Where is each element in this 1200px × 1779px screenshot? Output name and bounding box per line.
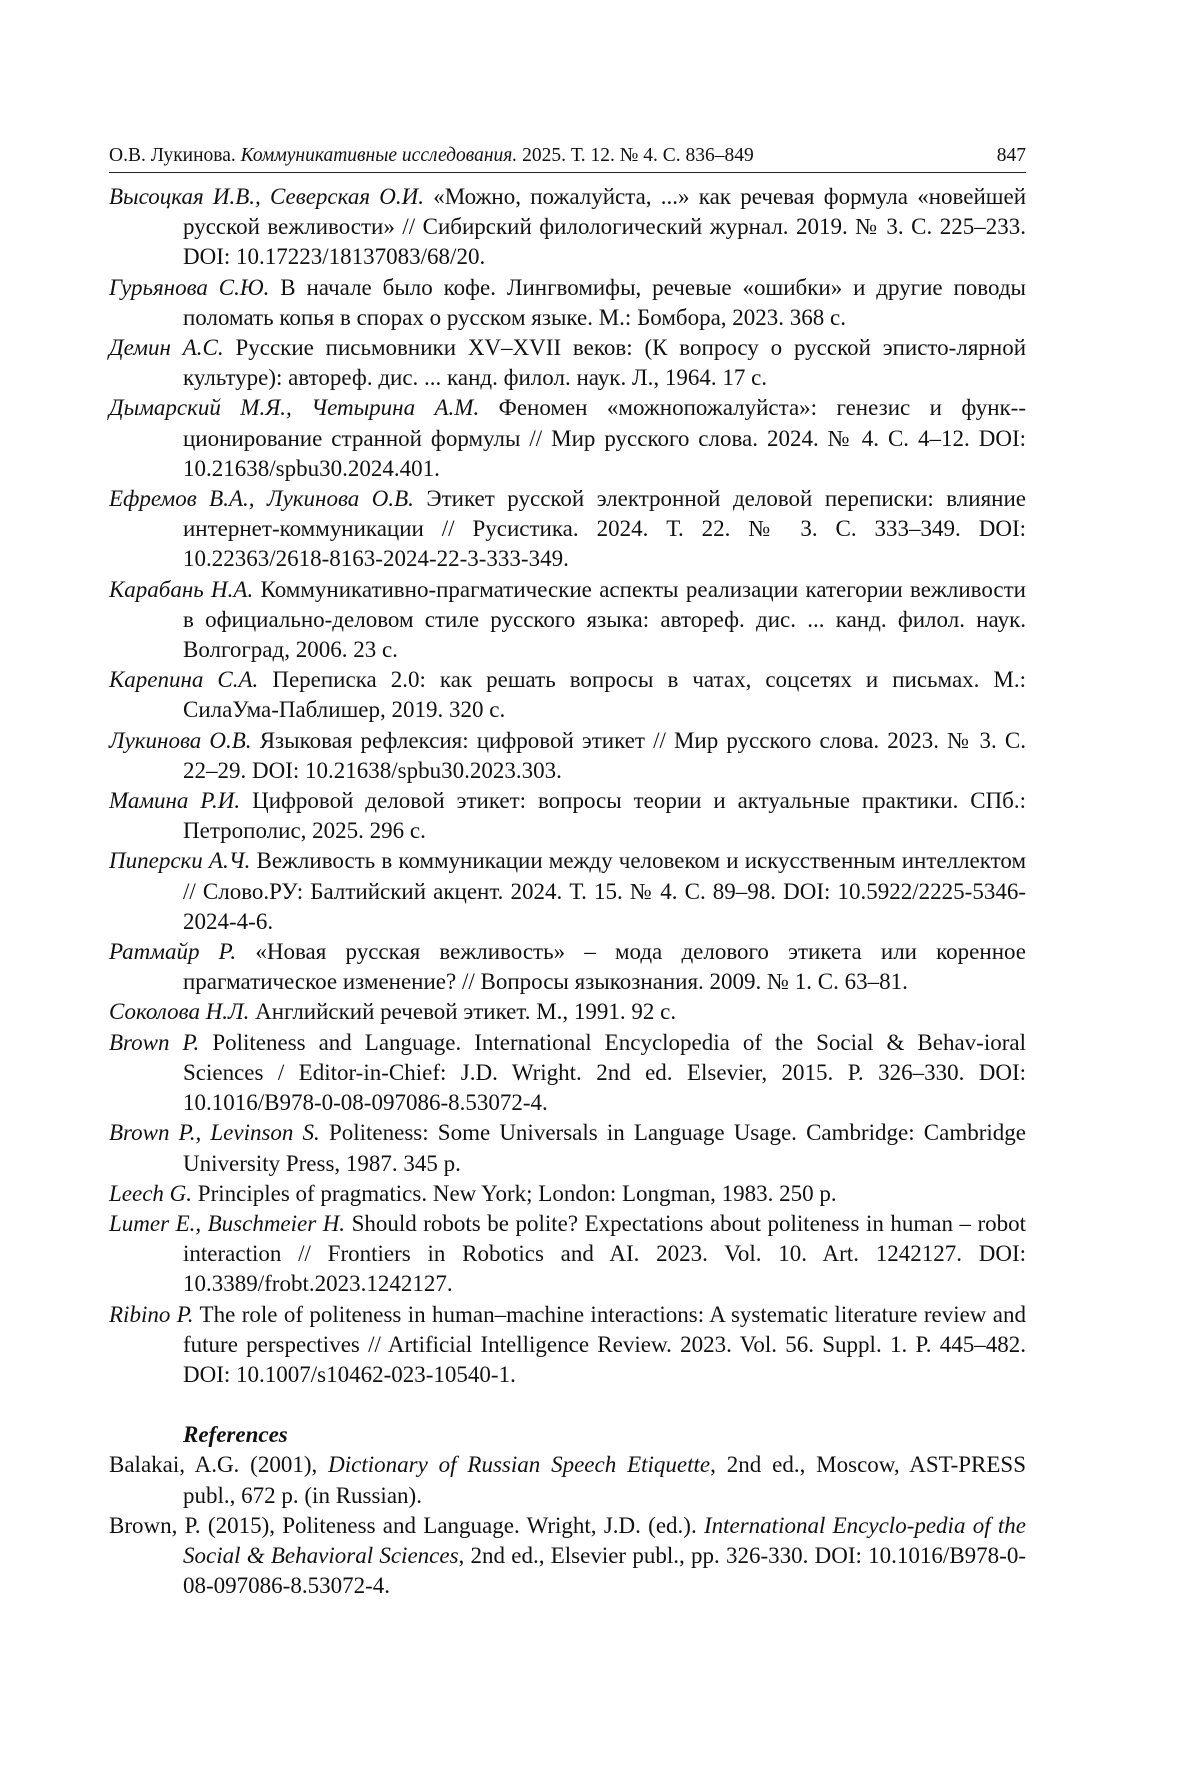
references-heading: References xyxy=(183,1422,288,1448)
ref-text: «Можно, пожалуйста, ...» как речевая формула «новейшей русской вежливости» // Сибирский филологический журнал. 2019. № 3. С. 225–233. DOI: 10.17223/18137083/68/20. xyxy=(183,184,1026,270)
reference-entry xyxy=(109,575,1026,666)
ref-text: Politeness: Some Universals in Language Usage. Cambridge: Cambridge University Press, 1987. 345 p. xyxy=(183,1120,1026,1176)
reference-entry xyxy=(109,393,1026,484)
reference-entry xyxy=(109,1450,1026,1510)
ref-text: The role of politeness in human–machine interactions: A systematic literature review and future perspectives // Artificial Intelligence Review. 2023. Vol. 56. Suppl. 1. P. 445–482. DOI: 10.1007/s10462-023-10540-1. xyxy=(183,1301,1026,1387)
reference-entry xyxy=(109,333,1026,393)
ref-text: Цифровой деловой этикет: вопросы теории и актуальные практики. СПб.: Петрополис, 2025. 296 с. xyxy=(183,788,1027,844)
ref-text: Этикет русской электронной деловой переписки: влияние интернет-коммуникации // Русистика. 2024. Т. 22. № 3. С. 333–349. DOI: 10.22363/2618-8163-2024-22-3-333-349. xyxy=(183,486,1026,572)
ref-author: Ribino P. xyxy=(109,1301,194,1327)
reference-entry xyxy=(109,786,1026,846)
reference-entry xyxy=(109,1179,1026,1209)
page-number: 847 xyxy=(996,145,1026,166)
ref-author: Ратмайр Р. xyxy=(109,939,237,965)
ref-author: Lumer E., Buschmeier H. xyxy=(109,1210,346,1236)
ref-text: Языковая рефлексия: цифровой этикет // Мир русского слова. 2023. № 3. С. 22–29. DOI: 10.21638/spbu30.2023.303. xyxy=(183,727,1026,783)
ref-author: Brown P., Levinson S. xyxy=(109,1120,320,1146)
running-header xyxy=(109,142,1026,173)
ref-author: Соколова Н.Л. xyxy=(109,999,250,1025)
ref-text: «Новая русская вежливость» – мода делового этикета или коренное прагматическое изменение? // Вопросы языкознания. 2009. № 1. С. 63–81. xyxy=(183,939,1026,995)
ref-text: В начале было кофе. Лингвомифы, речевые «ошибки» и другие поводы поломать копья в спорах о русском языке. М.: Бомбора, 2023. 368 с. xyxy=(183,274,1027,330)
reference-entry xyxy=(109,1209,1026,1300)
ref-post: , 2nd ed., Moscow, AST-PRESS publ., 672 p. (in Russian). xyxy=(183,1452,1027,1508)
reference-entry xyxy=(109,665,1026,725)
ref-author: Карепина С.А. xyxy=(109,667,259,693)
ref-text: Феномен «можнопожалуйста»: генезис и функ-ционирование странной формулы // Мир русского слова. 2024. № 4. С. 4–12. DOI: 10.21638/spbu30.2024.401. xyxy=(183,395,1027,481)
ref-text: Коммуникативно-прагматические аспекты реализации категории вежливости в официально-деловом стиле русского языка: автореф. дис. ... канд. филол. наук. Волгоград, 2006. 23 с. xyxy=(183,576,1026,663)
reference-list xyxy=(109,182,1026,1601)
ref-title: International Encyclo-pedia of the Social & Behavioral Sciences xyxy=(183,1512,1026,1568)
ref-author: Пиперски А.Ч. xyxy=(109,848,251,874)
ref-post: , 2nd ed., Elsevier publ., pp. 326-330. DOI: 10.1016/B978-0-08-097086-8.53072-4. xyxy=(183,1542,1026,1599)
ref-author: Гурьянова С.Ю. xyxy=(109,274,270,300)
reference-entry xyxy=(109,937,1026,997)
ref-text: Вежливость в коммуникации между человеком и искусственным интеллектом // Слово.РУ: Балтийский акцент. 2024. Т. 15. № 4. С. 89–98. DOI: 10.5922/2225-5346-2024-4-6. xyxy=(183,848,1027,934)
header-journal: Коммуникативные исследования. xyxy=(240,145,518,166)
reference-entry xyxy=(109,484,1026,575)
ref-author: Карабань Н.А. xyxy=(109,576,254,602)
reference-entry xyxy=(109,726,1026,786)
ref-title: Dictionary of Russian Speech Etiquette xyxy=(328,1452,711,1478)
reference-entry xyxy=(109,1028,1026,1119)
ref-text: Principles of pragmatics. New York; London: Longman, 1983. 250 p. xyxy=(197,1180,837,1206)
reference-entry xyxy=(109,273,1026,333)
ref-author: Высоцкая И.В., Северская О.И. xyxy=(109,184,424,209)
ref-author: Brown P. xyxy=(109,1029,200,1055)
ref-author: Лукинова О.В. xyxy=(109,727,252,753)
header-authors: О.В. Лукинова. xyxy=(109,145,236,166)
ref-author: Leech G. xyxy=(109,1180,193,1206)
ref-text: Should robots be polite? Expectations about politeness in human – robot interaction // Frontiers in Robotics and AI. 2023. Vol. 10. Art. 1242127. DOI: 10.3389/frobt.2023.1242127. xyxy=(183,1210,1027,1297)
ref-text: Русские письмовники XV–XVII веков: (К вопросу о русской эписто-лярной культуре): автореф. дис. ... канд. филол. наук. Л., 1964. 17 с. xyxy=(183,335,1027,391)
ref-pre: Balakai, A.G. (2001), xyxy=(109,1452,329,1478)
ref-author: Ефремов В.А., Лукинова О.В. xyxy=(109,486,414,512)
reference-entry xyxy=(109,1118,1026,1178)
header-details: 2025. Т. 12. № 4. С. 836–849 xyxy=(522,145,754,166)
ref-text: Английский речевой этикет. М., 1991. 92 с. xyxy=(255,999,677,1025)
header-citation xyxy=(109,142,754,170)
ref-text: Politeness and Language. International Encyclopedia of the Social & Behav-ioral Sciences / Editor-in-Chief: J.D. Wright. 2nd ed. Elsevier, 2015. P. 326–330. DOI: 10.1016/B978-0-08-097086-8.53072-4. xyxy=(183,1029,1026,1116)
reference-entry xyxy=(109,1511,1026,1602)
ref-author: Дымарский М.Я., Четырина А.М. xyxy=(109,395,480,421)
ref-author: Мамина Р.И. xyxy=(109,788,241,814)
ref-pre: Brown, P. (2015), Politeness and Language. Wright, J.D. (ed.). xyxy=(109,1512,704,1538)
reference-entry xyxy=(109,997,1026,1027)
reference-entry xyxy=(109,846,1026,937)
ref-text: Переписка 2.0: как решать вопросы в чатах, соцсетях и письмах. М.: СилаУма-Паблишер, 2019. 320 с. xyxy=(183,667,1027,723)
ref-author: Демин А.С. xyxy=(109,335,224,361)
reference-entry xyxy=(109,1300,1026,1391)
reference-entry xyxy=(109,182,1026,273)
